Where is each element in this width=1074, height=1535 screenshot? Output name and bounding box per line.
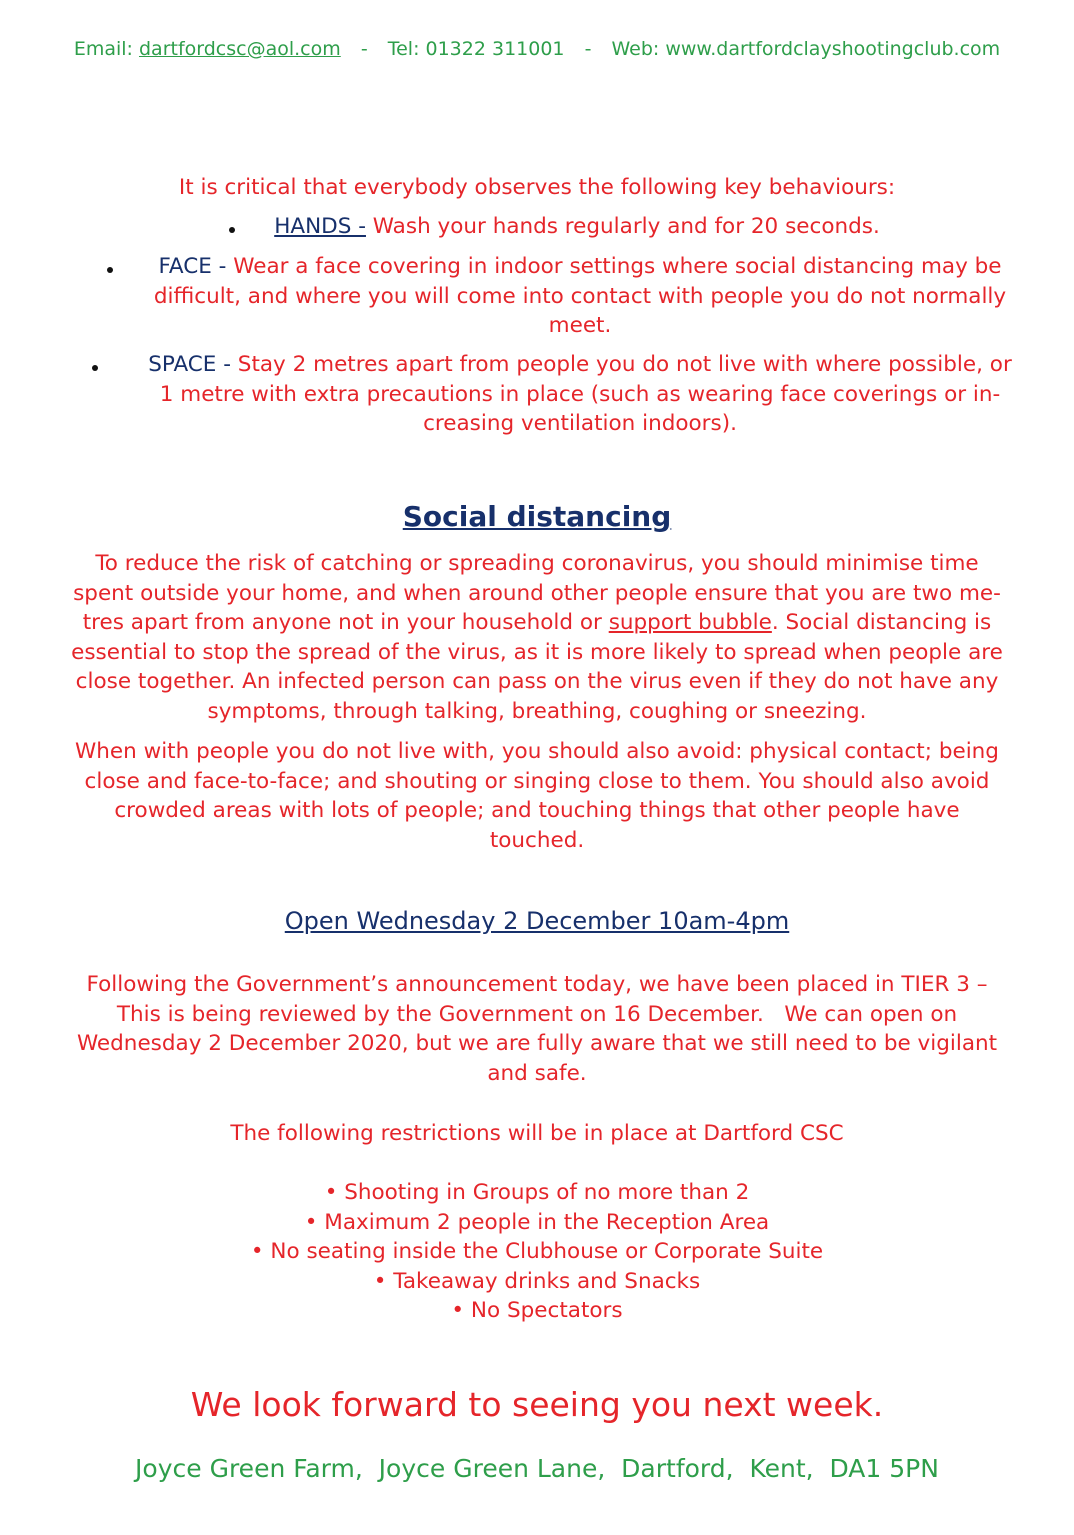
text-span: tres apart from anyone not in your household or: [82, 610, 609, 635]
text-span: . Social distancing is: [771, 610, 992, 635]
paragraph-line: and safe.: [487, 1060, 587, 1086]
separator: -: [360, 38, 368, 60]
behaviours-intro: It is critical that everybody observes the following key behaviours:: [178, 175, 896, 200]
paragraph-line: Following the Government’s announcement today, we have been placed in TIER 3 –: [86, 972, 988, 997]
hands-label: HANDS -: [274, 214, 366, 239]
paragraph-line: essential to stop the spread of the virus, as it is more likely to spread when people are: [71, 639, 1003, 665]
paragraph-line: close and face-to-face; and shouting or singing close to them. You should also avoid: [84, 768, 990, 794]
footer-address: Joyce Green Farm, Joyce Green Lane, Dartford, Kent, DA1 5PN: [135, 1454, 939, 1483]
separator: -: [584, 38, 592, 60]
bullet-dot: [92, 365, 98, 371]
paragraph-line: symptoms, through talking, breathing, coughing or sneezing.: [207, 698, 867, 724]
restriction-item: • Maximum 2 people in the Reception Area: [304, 1209, 770, 1235]
email-label: Email:: [73, 38, 133, 60]
social-distancing-paragraph-2: [0, 737, 1074, 855]
bullet-hands: [240, 212, 914, 242]
space-label: SPACE -: [148, 352, 231, 377]
restrictions-intro: The following restrictions will be in place at Dartford CSC: [230, 1121, 844, 1146]
support-bubble-link[interactable]: support bubble: [608, 610, 772, 635]
space-line: 1 metre with extra precautions in place (such as wearing face coverings or in-: [159, 381, 1001, 407]
paragraph-line: When with people you do not live with, you should also avoid: physical contact; being: [75, 739, 999, 764]
hands-text: Wash your hands regularly and for 20 seconds.: [365, 214, 880, 239]
restriction-item: • Shooting in Groups of no more than 2: [324, 1180, 750, 1205]
announcement-paragraph: [0, 970, 1074, 1088]
space-line: creasing ventilation indoors).: [423, 411, 737, 436]
restriction-item: • No Spectators: [451, 1298, 623, 1323]
face-line: difficult, and where you will come into contact with people you do not normally: [153, 283, 1007, 309]
paragraph-line: To reduce the risk of catching or spreading coronavirus, you should minimise time: [95, 551, 979, 576]
paragraph-line: spent outside your home, and when around other people ensure that you are two me-: [73, 580, 1001, 606]
face-label: FACE -: [158, 254, 227, 279]
opening-heading: Open Wednesday 2 December 10am-4pm: [284, 907, 790, 935]
space-line: Stay 2 metres apart from people you do not live with where possible, or: [230, 352, 1012, 377]
paragraph-line: This is being reviewed by the Government on 16 December. We can open on: [116, 1001, 958, 1027]
social-distancing-paragraph-1: [0, 549, 1074, 726]
bullet-face: [125, 252, 1035, 341]
restriction-item: • Takeaway drinks and Snacks: [373, 1268, 701, 1294]
bullet-dot: [107, 267, 113, 273]
bullet-space: [115, 350, 1045, 439]
bullet-dot: [229, 227, 235, 233]
contact-header: [0, 38, 1074, 60]
face-line: meet.: [548, 313, 612, 338]
social-distancing-heading: Social distancing: [402, 500, 672, 533]
paragraph-line: crowded areas with lots of people; and touching things that other people have: [114, 798, 960, 823]
closing-message: We look forward to seeing you next week.: [190, 1385, 884, 1424]
paragraph-line: Wednesday 2 December 2020, but we are fully aware that we still need to be vigilant: [76, 1031, 998, 1056]
phone-number: Tel: 01322 311001: [387, 38, 565, 60]
restriction-item: • No seating inside the Clubhouse or Corporate Suite: [250, 1239, 824, 1264]
email-link[interactable]: dartfordcsc@aol.com: [138, 38, 341, 60]
website: Web: www.dartfordclayshootingclub.com: [611, 38, 1001, 60]
paragraph-line: close together. An infected person can pass on the virus even if they do not have any: [75, 669, 999, 694]
face-line: Wear a face covering in indoor settings where social distancing may be: [226, 254, 1002, 279]
paragraph-line: [0, 608, 1074, 638]
paragraph-line: touched.: [489, 827, 585, 853]
